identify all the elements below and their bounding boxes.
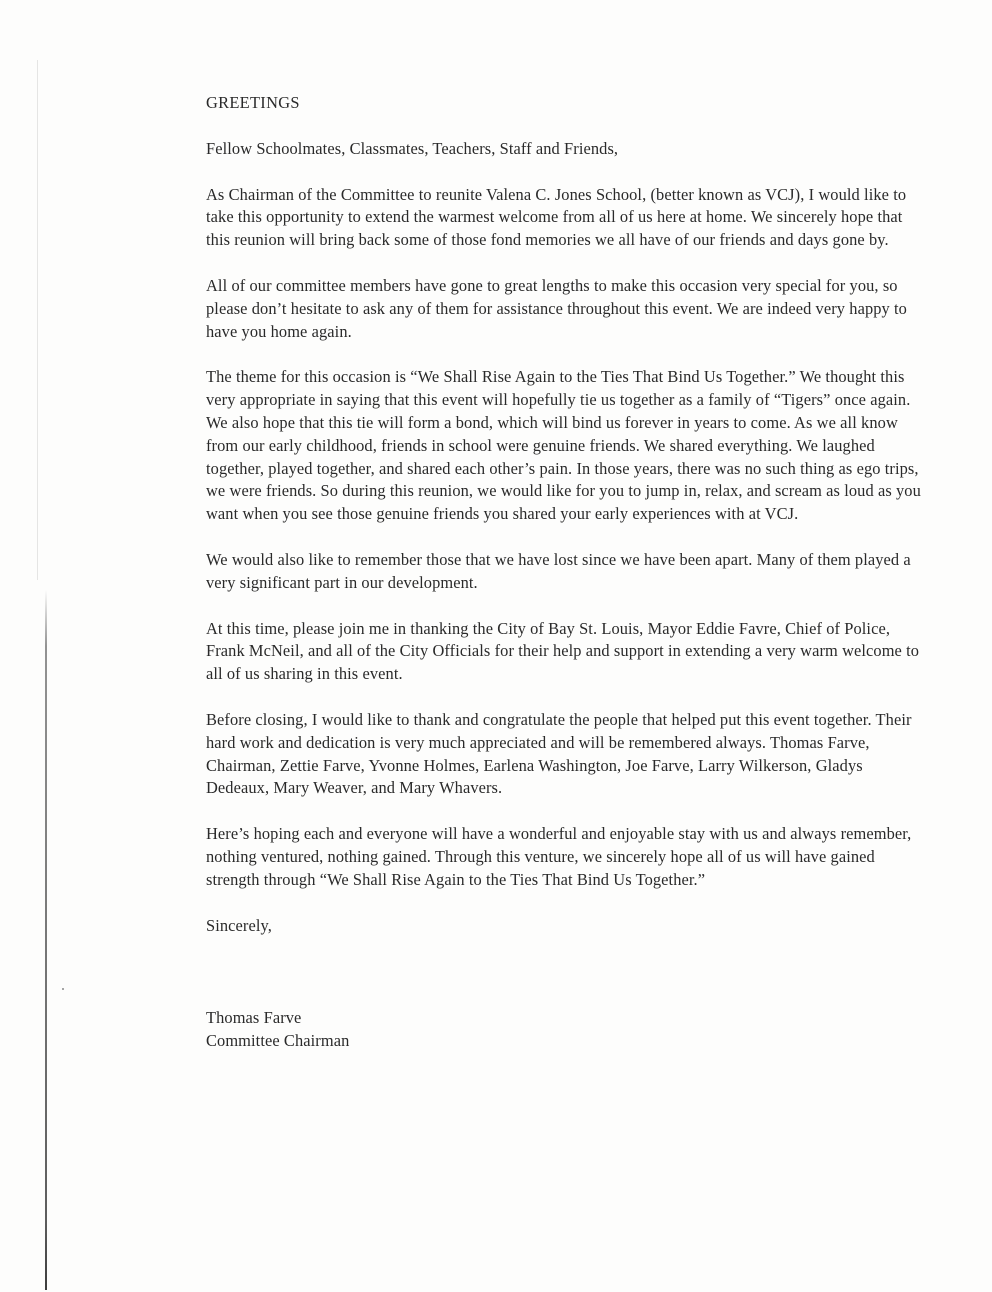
signature-block xyxy=(206,1007,922,1053)
letter-closing: Sincerely, xyxy=(206,915,272,935)
paragraph-committee: All of our committee members have gone to great lengths to make this occasion very special for you, so please don’t hesitate to ask any of them for assistance throughout this event. We are indeed very happy to have you home again. xyxy=(206,275,907,341)
letter-salutation: Fellow Schoolmates, Classmates, Teachers, Staff and Friends, xyxy=(206,138,619,158)
paragraph-remembrance: We would also like to remember those that we have lost since we have been apart. Many of them played a very significant part in our development. xyxy=(206,549,911,592)
scan-edge-line xyxy=(45,590,47,1290)
signer-title: Committee Chairman xyxy=(206,1031,350,1051)
paragraph-welcome: As Chairman of the Committee to reunite Valena C. Jones School, (better known as VCJ), I would like to take this opportunity to extend the warmest welcome from all of us here at home. We sincerely hope that this reunion will bring back some of those fond memories we all have of our friends and days gone by. xyxy=(206,184,907,250)
paragraph-farewell: Here’s hoping each and everyone will have a wonderful and enjoyable stay with us and always remember, nothing ventured, nothing gained. Through this venture, we sincerely hope all of us will have gained strength through “We Shall Rise Again to the Ties That Bind Us Together.” xyxy=(206,824,912,889)
paragraph-thanks-city: At this time, please join me in thanking the City of Bay St. Louis, Mayor Eddie Favre, Chief of Police, Frank McNeil, and all of the City Officials for their help and support in extending a very warm welcome to all of us sharing in this event. xyxy=(206,618,920,684)
paragraph-thanks-committee: Before closing, I would like to thank and congratulate the people that helped put this event together. Their hard work and dedication is very much appreciated and will be remembered always. Thomas Farve, Chairman, Zettie Farve, Yvonne Holmes, Earlena Washington, Joe Farve, Larry Wilkerson, Gladys Dedeaux, Mary Weaver, and Mary Whavers. xyxy=(206,709,912,798)
letter-heading: GREETINGS xyxy=(206,93,300,112)
signer-name: Thomas Farve xyxy=(206,1008,302,1028)
scan-edge-shadow xyxy=(37,60,38,580)
scan-speck xyxy=(62,988,64,990)
letter-body xyxy=(206,92,922,1053)
paragraph-theme: The theme for this occasion is “We Shall Rise Again to the Ties That Bind Us Together.” We thought this very appropriate in saying that this event will hopefully tie us together as a family of “Tigers” once again. We also hope that this tie will form a bond, which will bind us forever in years to come. As we all know from our early childhood, friends in school were genuine friends. We shared everything. We laughed together, played together, and shared each other’s pain. In those years, there was no such thing as ego trips, we were friends. So during this reunion, we would like for you to jump in, relax, and scream as loud as you want when you see those genuine friends you shared your early experiences with at VCJ. xyxy=(206,367,921,524)
